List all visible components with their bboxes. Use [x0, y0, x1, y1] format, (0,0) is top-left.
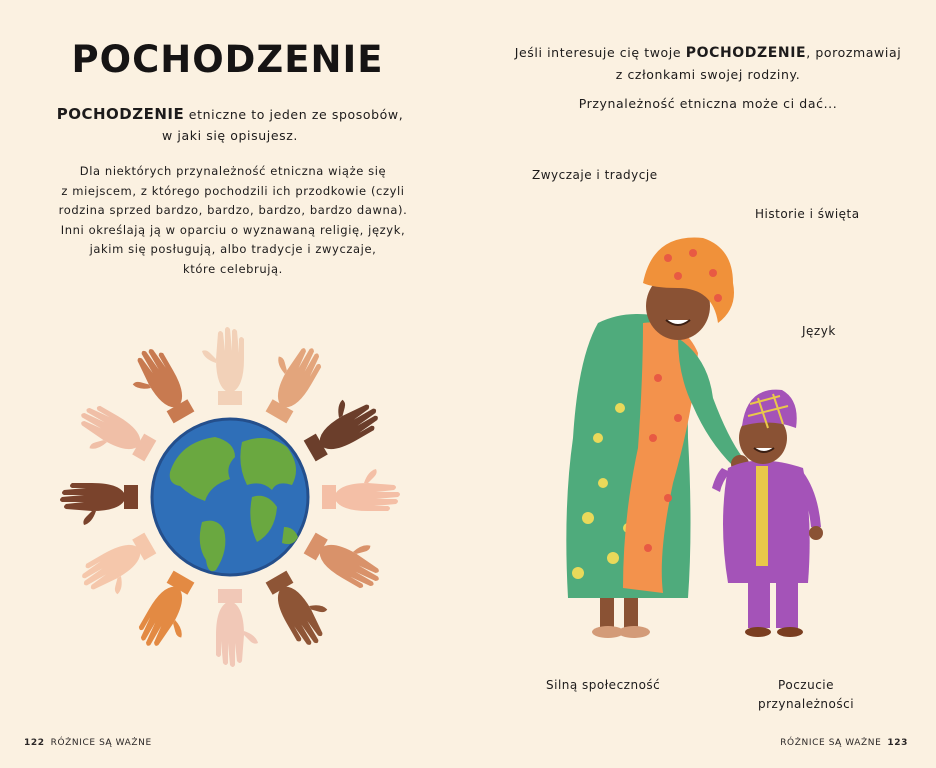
lead-part2: , porozmawiaj [806, 45, 902, 60]
label-language: Język [802, 324, 836, 338]
hand-icon [252, 336, 327, 425]
right-page [468, 0, 936, 768]
hand-icon [264, 563, 339, 652]
hand-icon [60, 483, 138, 525]
hand-icon [216, 589, 258, 667]
folio-title: RÓŻNICE SĄ WAŻNE [50, 738, 152, 748]
label-belonging: Poczucie przynależności [758, 678, 855, 711]
child-figure [712, 390, 823, 637]
intro-text [40, 104, 420, 146]
hand-icon [69, 400, 158, 475]
page-number: 123 [887, 738, 908, 748]
label-community: Silną społeczność [546, 678, 661, 692]
lead-text [488, 42, 928, 85]
hand-icon [296, 388, 385, 463]
globe-icon [152, 419, 308, 575]
hand-icon [202, 327, 244, 405]
globe-with-hands-icon [52, 322, 412, 682]
hand-icon [76, 531, 165, 606]
sub-text: Przynależność etniczna może ci dać... [578, 96, 838, 111]
page-title: POCHODZENIE [71, 38, 384, 81]
label-customs: Zwyczaje i tradycje [532, 168, 658, 182]
lead-line2: z członkami swojej rodziny. [615, 67, 801, 82]
hand-icon [133, 570, 208, 659]
grandmother-figure [566, 238, 749, 638]
intro-line2: w jaki się opisujesz. [162, 128, 298, 143]
intro-line1: etniczne to jeden ze sposobów, [184, 107, 404, 122]
hand-icon [303, 519, 392, 594]
lead-keyword: POCHODZENIE [685, 45, 807, 61]
page-number: 122 [24, 738, 45, 748]
left-folio [18, 738, 152, 748]
lead-part1: Jeśli interesuje cię twoje [514, 45, 686, 60]
right-folio [780, 738, 914, 748]
label-stories: Historie i święta [755, 207, 860, 221]
intro-keyword: POCHODZENIE [56, 105, 185, 123]
hand-icon [322, 469, 400, 511]
folio-title: RÓŻNICE SĄ WAŻNE [780, 738, 882, 748]
body-paragraph: Dla niektórych przynależność etniczna wiąże się z miejscem, z którego pochodzili ich przodkowie (czyli rodzina sprzed bardzo, bardzo, bardzo, bardzo dawna). Inni określają ją w oparciu o wyznawaną religię, język, jakim się posługują, albo tradycje i zwyczaje, które celebrują. [58, 164, 408, 276]
grandmother-and-child-icon [558, 228, 848, 648]
hand-icon [121, 343, 196, 432]
